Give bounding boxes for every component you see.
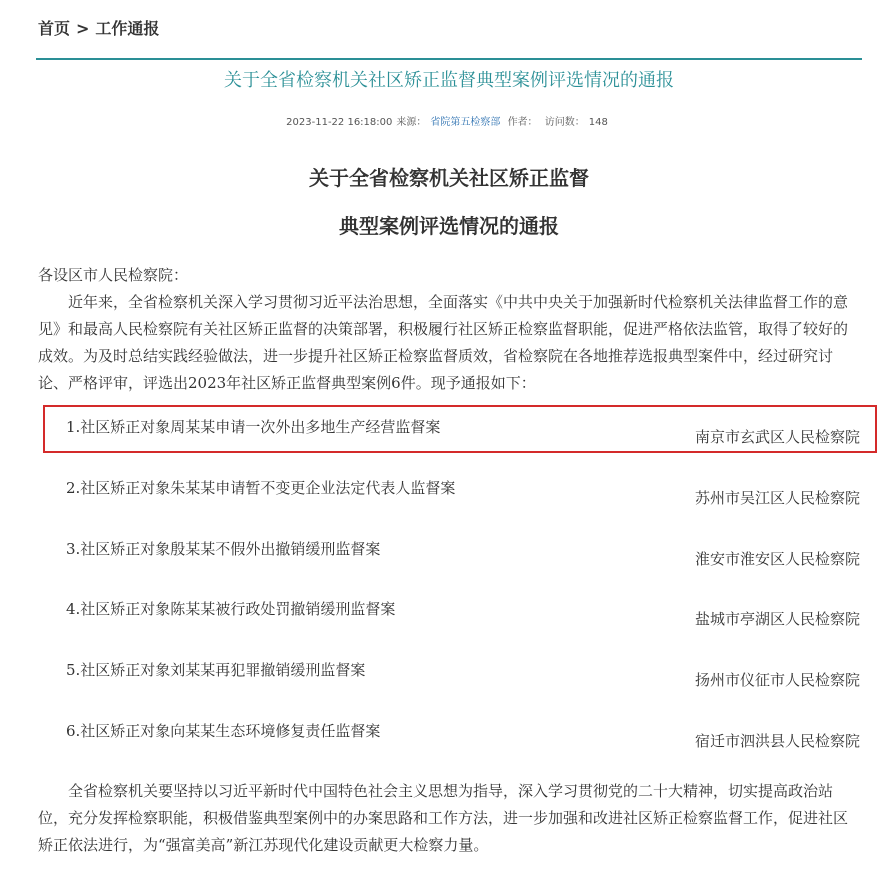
- case-item: [66, 416, 862, 446]
- document-title-line2: 典型案例评选情况的通报: [339, 214, 559, 238]
- case-title: 5.社区矫正对象刘某某再犯罪撤销缓刑监督案: [66, 661, 366, 679]
- author-label: 作者：: [507, 117, 538, 128]
- views-label: 访问数：: [544, 117, 585, 128]
- source-label: 来源：: [396, 117, 427, 128]
- case-title: 2.社区矫正对象朱某某申请暂不变更企业法定代表人监督案: [66, 479, 456, 497]
- case-organization: 苏州市吴江区人民检察院: [694, 489, 860, 507]
- case-organization: 南京市玄武区人民检察院: [694, 428, 860, 446]
- breadcrumb-current-link[interactable]: 工作通报: [95, 19, 160, 38]
- breadcrumb-separator: >: [76, 19, 90, 38]
- case-item: [66, 538, 862, 568]
- salutation: 各设区市人民检察院：: [38, 266, 189, 284]
- case-title: 6.社区矫正对象向某某生态环境修复责任监督案: [66, 722, 381, 740]
- case-organization: 宿迁市泗洪县人民检察院: [694, 732, 860, 750]
- breadcrumb: [38, 16, 159, 39]
- publish-datetime: 2023-11-22 16:18:00: [286, 117, 393, 128]
- closing-paragraph: 全省检察机关要坚持以习近平新时代中国特色社会主义思想为指导，深入学习贯彻党的二十大精神，切实提高政治站位，充分发挥检察职能，积极借鉴典型案例中的办案思路和工作方法，进一步加强和改进社区矫正检察监督工作，促进社区矫正依法进行，为“强富美高”新江苏现代化建设贡献更大检察力量。: [38, 782, 849, 854]
- case-organization: 淮安市淮安区人民检察院: [694, 550, 860, 568]
- article-title: 关于全省检察机关社区矫正监督典型案例评选情况的通报: [224, 70, 674, 91]
- document-title-line1: 关于全省检察机关社区矫正监督: [309, 166, 589, 190]
- case-item: [66, 720, 862, 750]
- article-meta: [36, 113, 862, 128]
- intro-paragraph: 近年来，全省检察机关深入学习贯彻习近平法治思想，全面落实《中共中央关于加强新时代检察机关法律监督工作的意见》和最高人民检察院有关社区矫正监督的决策部署，积极履行社区矫正检察监督职能，促进严格依法监管，取得了较好的成效。为及时总结实践经验做法，进一步提升社区矫正检察监督质效，省检察院在各地推荐选报典型案件中，经过研究讨论、严格评审，评选出2023年社区矫正监督典型案例6件。现予通报如下：: [38, 293, 849, 392]
- header-divider: [36, 58, 862, 60]
- case-organization: 盐城市亭湖区人民检察院: [694, 610, 860, 628]
- case-title: 1.社区矫正对象周某某申请一次外出多地生产经营监督案: [66, 418, 441, 436]
- case-item: [66, 598, 862, 628]
- case-organization: 扬州市仪征市人民检察院: [694, 671, 860, 689]
- breadcrumb-home-link[interactable]: 首页: [38, 19, 71, 38]
- case-title: 4.社区矫正对象陈某某被行政处罚撤销缓刑监督案: [66, 600, 396, 618]
- case-item: [66, 659, 862, 689]
- views-count: 148: [588, 117, 608, 128]
- source-link[interactable]: 省院第五检察部: [430, 117, 501, 128]
- case-item: [66, 477, 862, 507]
- case-title: 3.社区矫正对象殷某某不假外出撤销缓刑监督案: [66, 540, 381, 558]
